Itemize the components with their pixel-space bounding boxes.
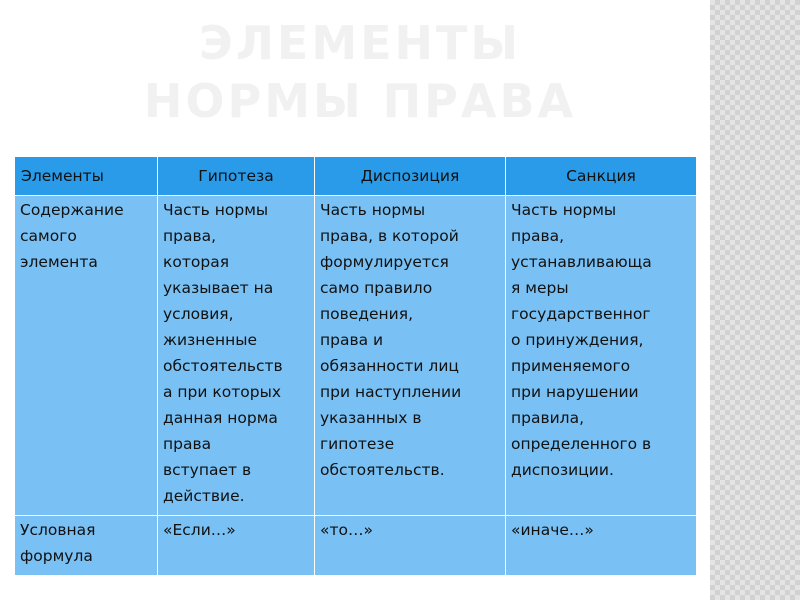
row-label-formula [15, 515, 158, 575]
cell-sanction-content [506, 196, 697, 516]
row-label-content [15, 196, 158, 516]
cell-text: Часть нормы права, в которой формулируется само правило поведения, права и обязанности лиц при наступлении указанных в гипотезе обстоятельств. [320, 201, 462, 480]
slide-title-line-1: ЭЛЕМЕНТЫ [198, 16, 522, 70]
norm-elements-table [14, 156, 697, 576]
cell-text: Часть нормы права, устанавливающа я меры государственног о принуждения, применяемого при нарушении правила, определенного в диспозиции. [511, 201, 652, 480]
table-header-row [15, 157, 697, 196]
cell-disposition-formula [315, 515, 506, 575]
header-hypothesis: Гипотеза [158, 157, 315, 196]
cell-text: Условная формула [20, 520, 96, 565]
cell-sanction-formula [506, 515, 697, 575]
slide-title [100, 14, 620, 130]
cell-text: Содержание самого элемента [20, 201, 124, 272]
cell-hypothesis-content [158, 196, 315, 516]
header-sanction: Санкция [506, 157, 697, 196]
table-row-formula [15, 515, 697, 575]
header-disposition: Диспозиция [315, 157, 506, 196]
cell-text: «то…» [320, 520, 373, 539]
cell-hypothesis-formula [158, 515, 315, 575]
cell-text: Часть нормы права, которая указывает на условия, жизненные обстоятельств а при которых данная норма права вступает в действие. [163, 201, 283, 506]
table-row-content [15, 196, 697, 516]
decorative-side-strip [710, 0, 800, 600]
header-elements: Элементы [15, 157, 158, 196]
cell-disposition-content [315, 196, 506, 516]
cell-text: «иначе…» [511, 520, 594, 539]
slide-title-line-2: НОРМЫ ПРАВА [143, 74, 577, 128]
cell-text: «Если…» [163, 520, 236, 539]
